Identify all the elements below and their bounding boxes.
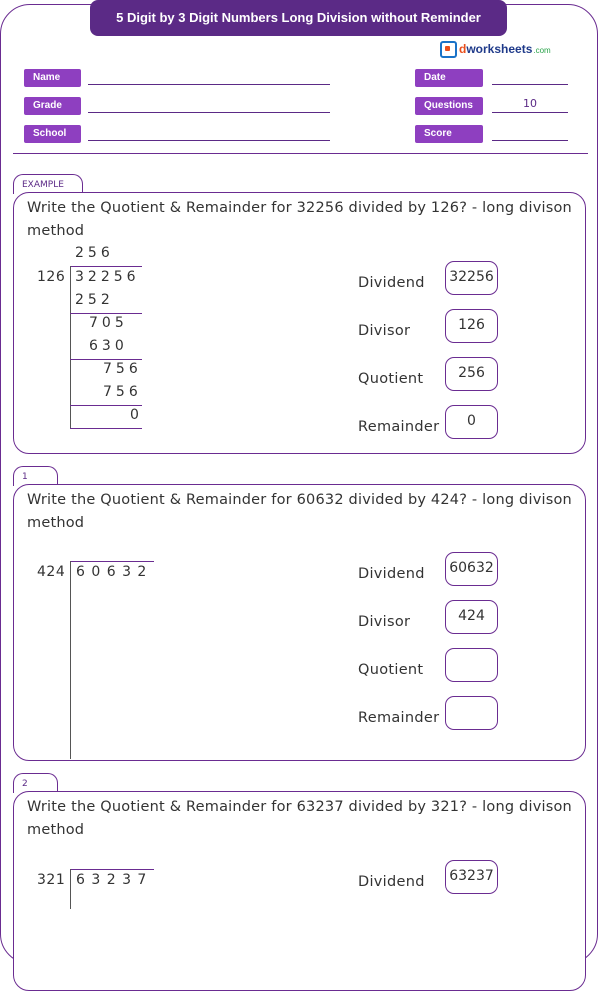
step-remainder-1: 705 — [89, 315, 128, 331]
school-field[interactable] — [88, 140, 330, 141]
quotient-answer-box[interactable] — [445, 648, 498, 682]
remainder-answer-box[interactable] — [445, 696, 498, 730]
school-label: School — [24, 125, 81, 143]
date-field[interactable] — [492, 84, 568, 85]
problem-question: Write the Quotient & Remainder for 60632 divided by 424? - long divison method — [27, 492, 572, 531]
questions-value: 10 — [523, 97, 537, 110]
step-subtract-3: 756 — [103, 384, 142, 400]
example-divisor-label: Divisor — [358, 323, 411, 339]
divisor-label: Divisor — [358, 614, 411, 630]
example-dividend-box: 32256 — [445, 261, 498, 295]
score-field[interactable] — [492, 140, 568, 141]
problem-number-tag: 1 — [13, 466, 58, 486]
problem-question: Write the Quotient & Remainder for 63237 divided by 321? - long divison method — [27, 799, 572, 838]
grade-field[interactable] — [88, 112, 330, 113]
dividend-label: Dividend — [358, 566, 425, 582]
division-bracket — [70, 561, 71, 759]
step-subtract-1: 252 — [75, 292, 114, 308]
divisor-number: 424 — [37, 564, 66, 580]
example-quotient-box: 256 — [445, 357, 498, 391]
divisor-number: 321 — [37, 872, 66, 888]
step-subtract-2: 630 — [89, 338, 128, 354]
step-line-1 — [70, 313, 142, 314]
division-bracket — [70, 869, 71, 909]
name-field[interactable] — [88, 84, 330, 85]
dividend-digits: 32256 — [75, 269, 140, 285]
dividend-box: 63237 — [445, 860, 498, 894]
questions-field — [492, 112, 568, 113]
remainder-label: Remainder — [358, 710, 440, 726]
score-label: Score — [415, 125, 483, 143]
example-quotient-label: Quotient — [358, 371, 424, 387]
example-remainder-label: Remainder — [358, 419, 440, 435]
step-line-4 — [70, 428, 142, 429]
date-label: Date — [415, 69, 483, 87]
dividend-digits: 6 3 2 3 7 — [76, 872, 148, 888]
example-tag: EXAMPLE — [13, 174, 83, 194]
site-logo[interactable]: dworksheets .com — [440, 39, 551, 59]
dividend-label: Dividend — [358, 874, 425, 890]
worksheet-title: 5 Digit by 3 Digit Numbers Long Division without Reminder — [90, 0, 507, 36]
step-line-2 — [70, 359, 142, 360]
name-label: Name — [24, 69, 81, 87]
division-bar — [70, 869, 154, 870]
dividend-box: 60632 — [445, 552, 498, 586]
example-dividend-label: Dividend — [358, 275, 425, 291]
example-question: Write the Quotient & Remainder for 32256 divided by 126? - long divison method — [27, 200, 572, 239]
quotient-label: Quotient — [358, 662, 424, 678]
grade-label: Grade — [24, 97, 81, 115]
step-remainder-2: 756 — [103, 361, 142, 377]
header-divider — [13, 153, 588, 154]
division-bracket — [70, 266, 71, 428]
example-remainder-box: 0 — [445, 405, 498, 439]
division-bar — [70, 266, 142, 267]
divisor-box: 424 — [445, 600, 498, 634]
divisor-number: 126 — [37, 269, 66, 285]
questions-label: Questions — [415, 97, 483, 115]
quotient-digits: 256 — [75, 245, 114, 261]
division-bar — [70, 561, 154, 562]
final-remainder: 0 — [130, 407, 143, 423]
example-divisor-box: 126 — [445, 309, 498, 343]
problem-number-tag: 2 — [13, 773, 58, 793]
dividend-digits: 6 0 6 3 2 — [76, 564, 148, 580]
step-line-3 — [70, 405, 142, 406]
logo-icon — [440, 41, 457, 58]
